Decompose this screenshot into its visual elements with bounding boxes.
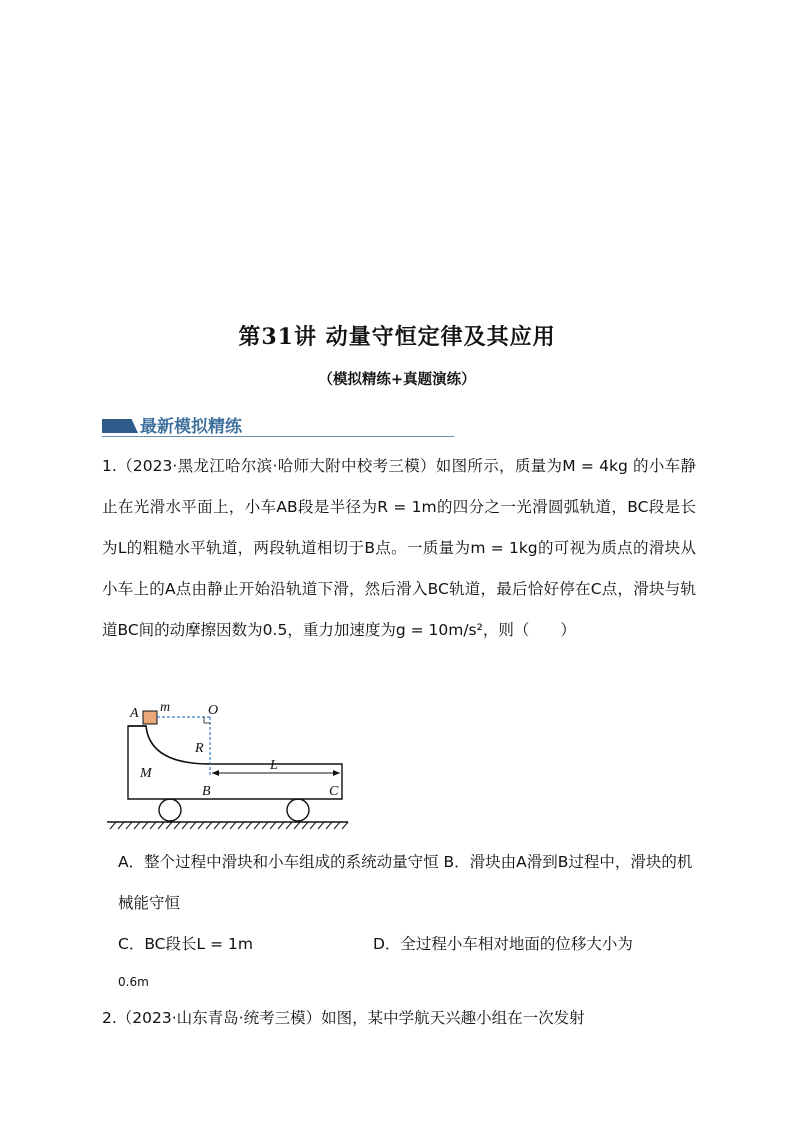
ground-hatching [110, 822, 348, 829]
page-subtitle: （模拟精练+真题演练） [318, 371, 476, 388]
slider-block [143, 711, 157, 724]
wheel-left [159, 799, 181, 821]
wheel-right [287, 799, 309, 821]
cart-track-figure [102, 697, 352, 832]
page-title: 第31讲 动量守恒定律及其应用 [238, 324, 556, 350]
label-L: L [270, 758, 278, 773]
label-R: R [195, 741, 204, 756]
label-C: C [329, 784, 339, 799]
option-D: D．全过程小车相对地面的位移大小为 [373, 935, 633, 953]
label-A: A [130, 706, 139, 721]
label-M: M [140, 766, 152, 781]
option-A-B: A．整个过程中滑块和小车组成的系统动量守恒 B．滑块由A滑到B过程中，滑块的机械能守恒 [118, 853, 693, 912]
label-B: B [202, 784, 211, 799]
section-header [102, 412, 454, 437]
label-O: O [208, 703, 219, 718]
section-bar-icon [102, 419, 138, 433]
label-m: m [160, 700, 171, 715]
question-1-text: 1.（2023·黑龙江哈尔滨·哈师大附中校考三模）如图所示，质量为M = 4kg 的小车静止在光滑水平面上，小车AB段是半径为R = 1m的四分之一光滑圆弧轨道，BC段是长为L的粗糙水平轨道，两段轨道相切于B点。一质量为m = 1kg的可视为质点的滑块从小车上的A点由静止开始沿轨道下滑，然后滑入BC轨道，最后恰好停在C点，滑块与轨道BC间的动摩擦因数为0.5，重力加速度为g = 10m/s²，则（ ） [102, 457, 696, 639]
option-D-value: 0.6m [118, 975, 149, 989]
cart-body [128, 726, 342, 799]
question-2-text: 2.（2023·山东青岛·统考三模）如图，某中学航天兴趣小组在一次发射 [102, 1009, 585, 1027]
option-C: C．BC段长L = 1m [118, 935, 253, 953]
section-label: 最新模拟精练 [140, 417, 242, 437]
